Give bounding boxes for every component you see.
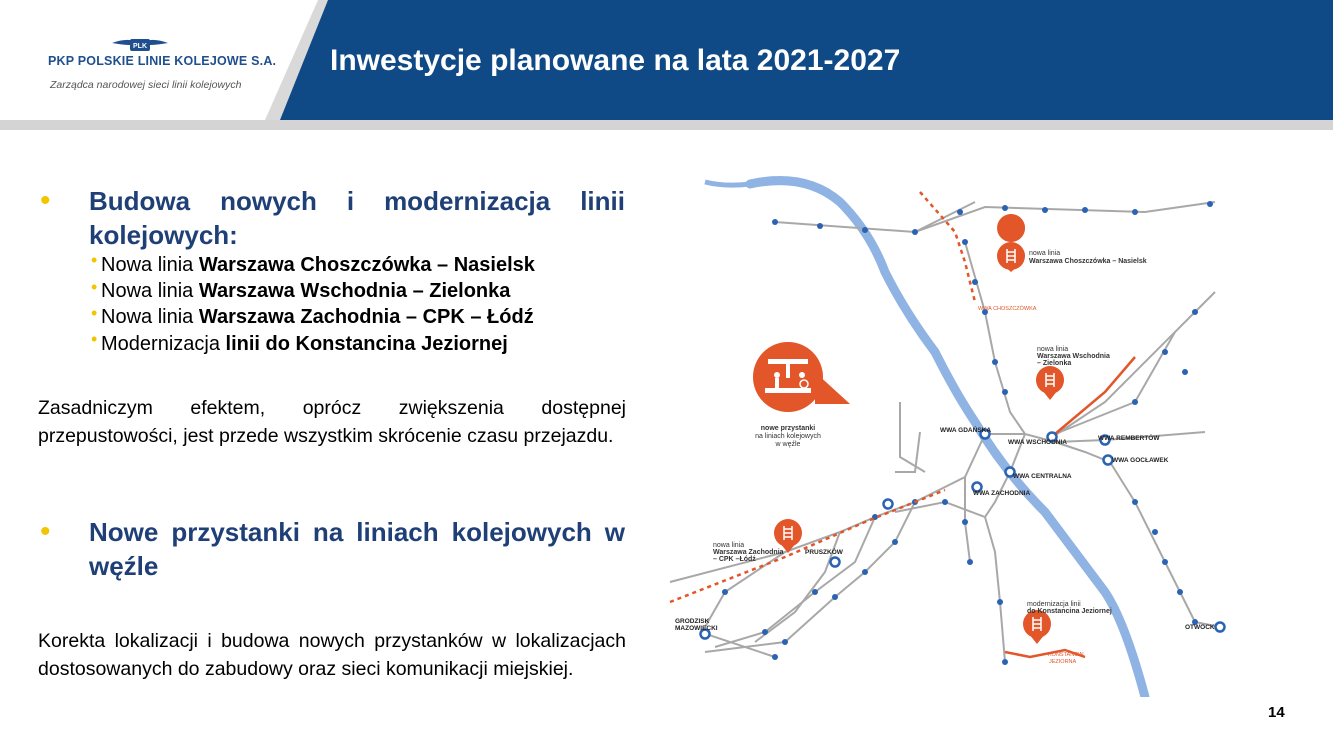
legend-label: w węźle bbox=[775, 441, 801, 448]
station-label: WWA CENTRALNA bbox=[1013, 473, 1072, 480]
callout-label: – CPK –Łódź bbox=[713, 556, 756, 563]
bullet-icon: • bbox=[91, 303, 98, 323]
list-item: Modernizacja linii do Konstancina Jeziornej bbox=[101, 333, 508, 355]
station-label: WWA GOCŁAWEK bbox=[1112, 457, 1169, 464]
legend-label: nowe przystanki bbox=[760, 425, 816, 432]
station-label: GRODZISK bbox=[675, 618, 710, 625]
station-label: WWA ZACHODNIA bbox=[973, 490, 1031, 497]
page-number: 14 bbox=[1268, 704, 1285, 721]
callout-label: nowa linia bbox=[1029, 250, 1061, 257]
station-label: WWA WSCHODNIA bbox=[1008, 439, 1067, 446]
legend-label: na liniach kolejowych bbox=[755, 433, 821, 440]
callout-label: modernizacja linii bbox=[1027, 601, 1081, 608]
company-name: PKP POLSKIE LINIE KOLEJOWE S.A. bbox=[48, 54, 277, 68]
bullet-icon: • bbox=[91, 329, 98, 349]
station-label: OTWOCK bbox=[1185, 624, 1215, 631]
callout-label: Warszawa Choszczówka – Nasielsk bbox=[1029, 258, 1147, 265]
list-item: Nowa linia Warszawa Wschodnia – Zielonka bbox=[101, 280, 511, 302]
callout-label: – Zielonka bbox=[1037, 360, 1072, 367]
station-label: PRUSZKÓW bbox=[805, 549, 843, 556]
station-label: MAZOWIECKI bbox=[675, 625, 718, 632]
svg-text:PLK: PLK bbox=[133, 43, 147, 50]
bullet-icon: • bbox=[40, 184, 51, 217]
callout-label: nowa linia bbox=[1037, 346, 1069, 353]
station-label: WWA CHOSZCZÓWKA bbox=[978, 306, 1037, 312]
company-tagline: Zarządca narodowej sieci linii kolejowych bbox=[50, 79, 242, 91]
bullet-icon: • bbox=[91, 277, 98, 297]
slide-header bbox=[0, 0, 1333, 130]
section2-paragraph: Korekta lokalizacji i budowa nowych przystanków w lokalizacjach dostosowanych do zabudowy oraz sieci komunikacji miejskiej. bbox=[38, 630, 626, 680]
section2-heading: Nowe przystanki na liniach kolejowych w węźle bbox=[89, 517, 625, 581]
new-stop-legend-icon bbox=[753, 342, 850, 412]
callout-label: Warszawa Zachodnia bbox=[713, 549, 784, 556]
section1-paragraph: Zasadniczym efektem, oprócz zwiększenia dostępnej przepustowości, jest przede wszystkim skrócenie czasu przejazdu. bbox=[38, 397, 626, 447]
station-label: WWA REMBERTÓW bbox=[1098, 435, 1160, 442]
station-label: WWA GDAŃSKA bbox=[940, 427, 992, 434]
page-title: Inwestycje planowane na lata 2021-2027 bbox=[330, 44, 901, 77]
callout-label: Warszawa Wschodnia bbox=[1037, 353, 1110, 360]
callout-label: do Konstancina Jeziornej bbox=[1027, 608, 1112, 615]
list-item: Nowa linia Warszawa Zachodnia – CPK – Łódź bbox=[101, 306, 534, 328]
bullet-icon: • bbox=[91, 250, 98, 270]
list-item: Nowa linia Warszawa Choszczówka – Nasielsk bbox=[101, 254, 535, 276]
section1-heading: Budowa nowych i modernizacja linii kolejowych: bbox=[89, 186, 625, 250]
station-label: KONSTANCIN bbox=[1048, 652, 1084, 658]
callout-label: nowa linia bbox=[713, 542, 745, 549]
bullet-icon: • bbox=[40, 515, 51, 548]
station-label: JEZIORNA bbox=[1049, 659, 1077, 665]
rail-network-map bbox=[665, 172, 1230, 697]
